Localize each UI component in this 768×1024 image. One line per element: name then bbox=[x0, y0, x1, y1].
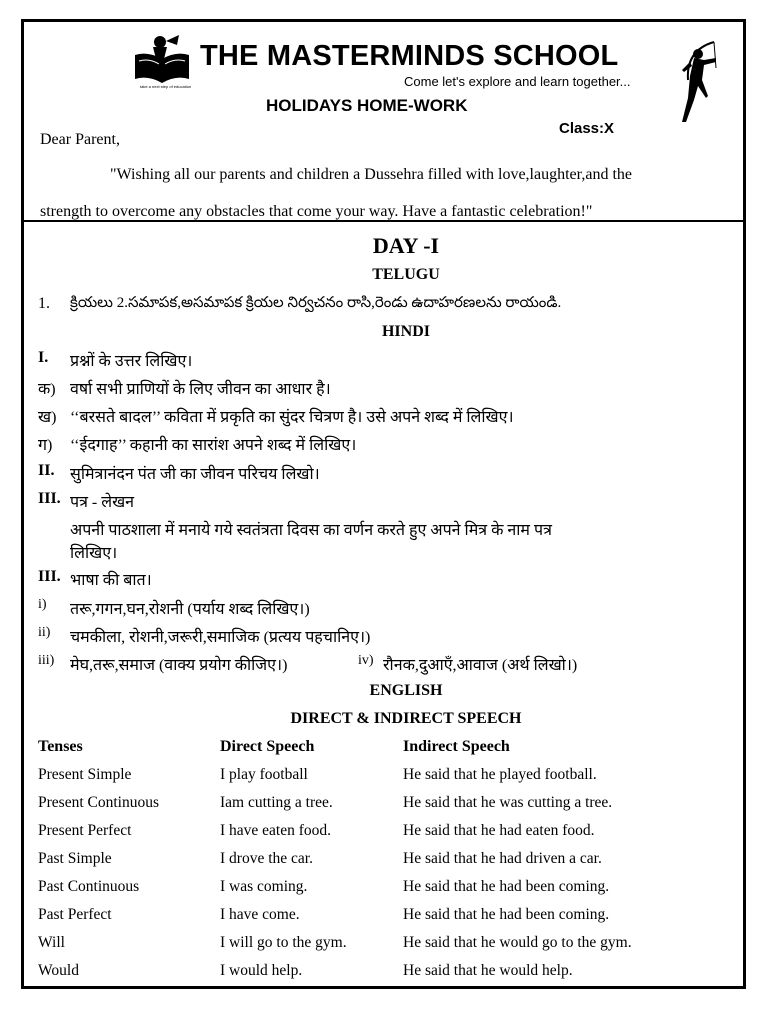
class-label: Class:X bbox=[559, 120, 615, 137]
table-cell-indirect: He said that he had been coming. bbox=[403, 878, 610, 895]
hindi-item-text: तरू,गगन,घन,रोशनी (पर्याय शब्द लिखिए।) bbox=[70, 601, 310, 618]
hindi-item-text: ‘‘बरसते बादल’’ कविता में प्रकृति का सुंदर चित्रण है। उसे अपने शब्द में लिखिए। bbox=[70, 409, 514, 426]
hindi-item-number: iii) bbox=[38, 653, 55, 668]
hindi-item-number: ii) bbox=[38, 625, 51, 640]
column-header-tenses: Tenses bbox=[38, 738, 83, 755]
telugu-heading: TELUGU bbox=[372, 266, 440, 283]
table-cell-tense: Present Simple bbox=[38, 766, 132, 783]
archer-icon bbox=[676, 40, 724, 126]
hindi-item-number: III. bbox=[38, 490, 61, 507]
table-cell-tense: Past Simple bbox=[38, 850, 112, 867]
table-cell-indirect: He said that he played football. bbox=[403, 766, 597, 783]
table-cell-tense: Past Perfect bbox=[38, 906, 112, 923]
table-cell-direct: I have eaten food. bbox=[220, 822, 332, 839]
table-cell-direct: I would help. bbox=[220, 962, 303, 979]
table-cell-tense: Will bbox=[38, 934, 65, 951]
wish-line-1: "Wishing all our parents and children a Dussehra filled with love,laughter,and the bbox=[110, 166, 632, 183]
hindi-item-text: सुमित्रानंदन पंत जी का जीवन परिचय लिखो। bbox=[70, 466, 320, 483]
table-cell-indirect: He said that he had been coming. bbox=[403, 906, 610, 923]
hindi-item-text: मेघ,तरू,समाज (वाक्य प्रयोग कीजिए।) bbox=[70, 657, 288, 674]
table-cell-tense: Present Perfect bbox=[38, 822, 132, 839]
day-heading: DAY -I bbox=[372, 233, 440, 258]
logo-caption: take a next step of education bbox=[140, 84, 192, 89]
hindi-item-number: ग) bbox=[38, 437, 53, 454]
table-cell-indirect: He said that he had eaten food. bbox=[403, 822, 595, 839]
table-cell-direct: I was coming. bbox=[220, 878, 308, 895]
hindi-item-text: अपनी पाठशाला में मनाये गये स्वतंत्रता दिवस का वर्णन करते हुए अपने मित्र के नाम पत्र bbox=[70, 522, 552, 539]
hindi-item-text: वर्षा सभी प्राणियों के लिए जीवन का आधार है। bbox=[70, 381, 331, 398]
hindi-item-number: i) bbox=[38, 597, 47, 612]
hindi-item-text: भाषा की बात। bbox=[70, 572, 152, 589]
tagline: Come let's explore and learn together... bbox=[404, 74, 631, 89]
hindi-item-number: I. bbox=[38, 349, 49, 366]
salutation: Dear Parent, bbox=[40, 131, 120, 148]
table-cell-direct: I will go to the gym. bbox=[220, 934, 347, 951]
hindi-item-text: रौनक,दुआएँ,आवाज (अर्थ लिखो।) bbox=[383, 657, 578, 674]
hindi-item-text: पत्र - लेखन bbox=[70, 494, 135, 511]
homework-title: HOLIDAYS HOME-WORK bbox=[266, 96, 468, 115]
wish-line-2: strength to overcome any obstacles that come your way. Have a fantastic celebration!" bbox=[40, 203, 593, 220]
telugu-item-text: క్రియలు 2.సమాపక,అసమాపక క్రియల నిర్వచనం రాసి,రెండు ఉదాహరణలను రాయండి. bbox=[70, 295, 562, 311]
telugu-item-number: 1. bbox=[38, 295, 50, 312]
table-cell-tense: Past Continuous bbox=[38, 878, 140, 895]
column-header-indirect: Indirect Speech bbox=[403, 738, 510, 755]
hindi-item-number: क) bbox=[38, 381, 56, 398]
table-cell-direct: I play football bbox=[220, 766, 308, 783]
table-cell-direct: I have come. bbox=[220, 906, 300, 923]
table-cell-tense: Would bbox=[38, 962, 79, 979]
hindi-item-number: II. bbox=[38, 462, 55, 479]
hindi-item-number: ख) bbox=[38, 409, 57, 426]
table-cell-indirect: He said that he would help. bbox=[403, 962, 573, 979]
column-header-direct: Direct Speech bbox=[220, 738, 315, 755]
english-subheading: DIRECT & INDIRECT SPEECH bbox=[290, 710, 522, 727]
table-cell-indirect: He said that he would go to the gym. bbox=[403, 934, 632, 951]
table-cell-direct: Iam cutting a tree. bbox=[220, 794, 333, 811]
hindi-item-number: III. bbox=[38, 568, 61, 585]
table-cell-tense: Present Continuous bbox=[38, 794, 159, 811]
hindi-item-text: चमकीला, रोशनी,जरूरी,समाजिक (प्रत्यय पहचानिए।) bbox=[70, 629, 371, 646]
english-heading: ENGLISH bbox=[369, 682, 443, 699]
hindi-item-text: लिखिए। bbox=[70, 545, 118, 562]
table-cell-direct: I drove the car. bbox=[220, 850, 313, 867]
school-logo-book-icon bbox=[133, 33, 193, 89]
hindi-item-number: iv) bbox=[358, 653, 374, 668]
table-cell-indirect: He said that he had driven a car. bbox=[403, 850, 602, 867]
school-name: THE MASTERMINDS SCHOOL bbox=[200, 40, 619, 72]
hindi-item-text: ‘‘ईदगाह’’ कहानी का सारांश अपने शब्द में लिखिए। bbox=[70, 437, 357, 454]
hindi-heading: HINDI bbox=[381, 323, 430, 340]
hindi-item-text: प्रश्नों के उत्तर लिखिए। bbox=[70, 353, 193, 370]
header-divider bbox=[24, 220, 743, 222]
table-cell-indirect: He said that he was cutting a tree. bbox=[403, 794, 613, 811]
